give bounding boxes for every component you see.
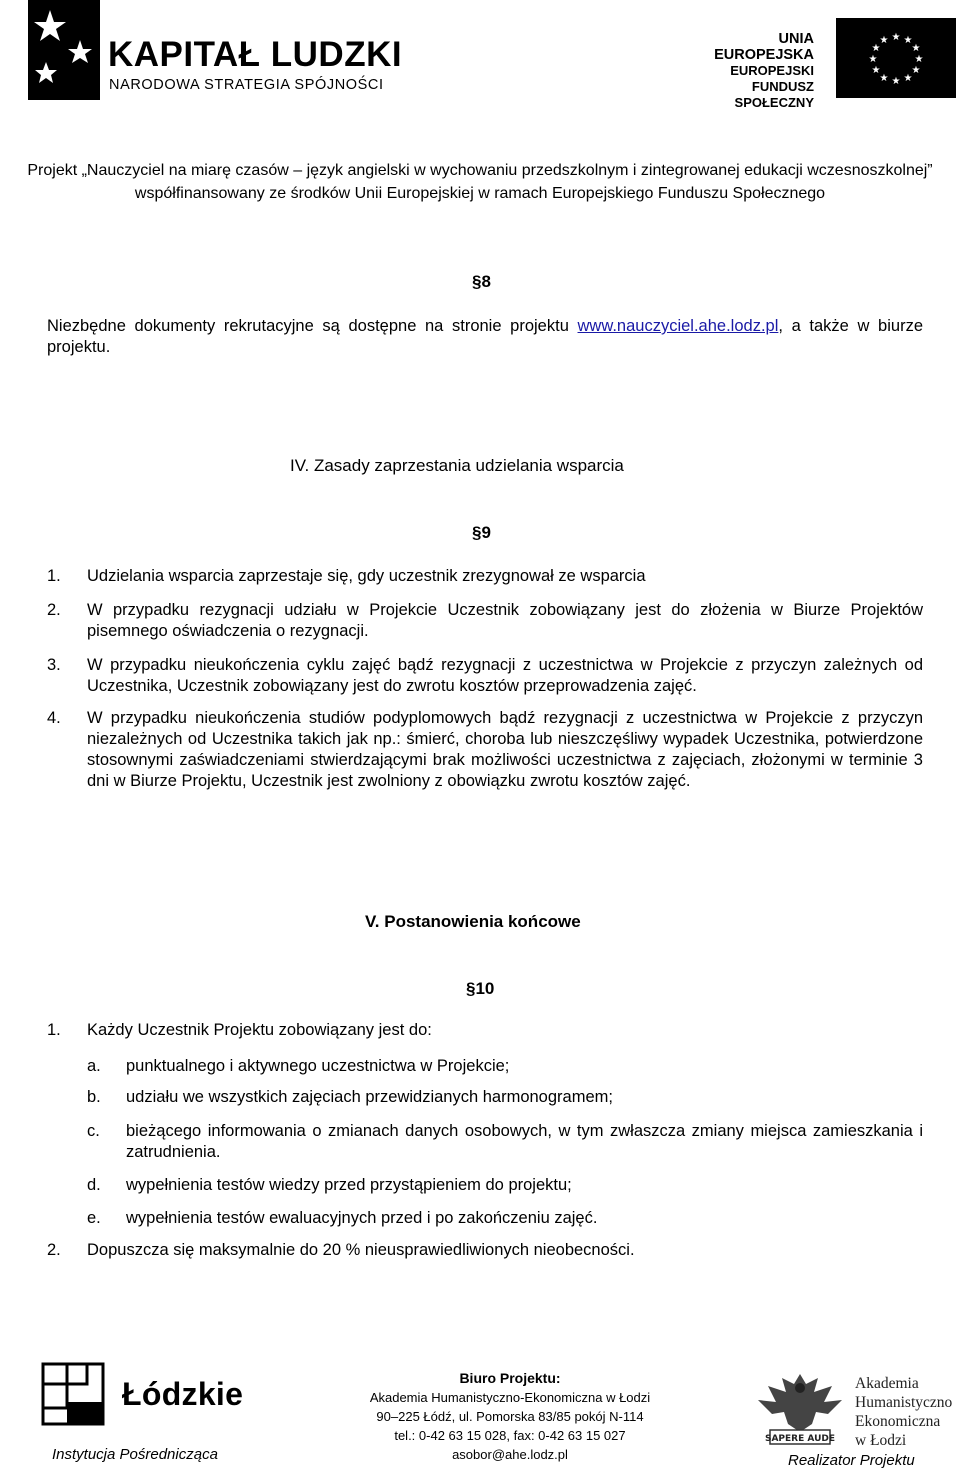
project-office-line-1: Akademia Humanistyczno-Ekonomiczna w Łodzi [369,1390,651,1405]
ahe-line-2: Humanistyczno [855,1394,953,1411]
sublist-label: d. [87,1176,101,1194]
project-office-title: Biuro Projektu: [459,1370,561,1386]
intermediary-institution-label: Instytucja Pośrednicząca [52,1446,218,1463]
svg-text:★: ★ [903,73,913,84]
eu-flag-icon [836,18,956,98]
eu-fund-label [700,31,814,111]
list-item-number: 2. [47,1241,61,1259]
section-4-heading: IV. Zasady zaprzestania udzielania wsparcia [290,456,624,475]
list-item-text: Udzielania wsparcia zaprzestaje się, gdy uczestnik zrezygnował ze wsparcia [87,567,646,585]
sublist-label: c. [87,1122,100,1140]
eu-line-3: FUNDUSZ SPOŁECZNY [734,79,814,110]
sublist-text: wypełnienia testów wiedzy przed przystąpieniem do projektu; [126,1176,572,1194]
project-office-info [340,1369,680,1464]
project-office-line-3: tel.: 0-42 63 15 028, fax: 0-42 63 15 027 [394,1428,626,1443]
kapital-ludzki-subtitle: NARODOWA STRATEGIA SPÓJNOŚCI [109,77,384,93]
project-website-link[interactable]: www.nauczyciel.ahe.lodz.pl [577,317,779,335]
section-5-heading: V. Postanowienia końcowe [365,912,581,931]
svg-text:★: ★ [871,43,881,54]
list-item-text: Dopuszcza się maksymalnie do 20 % nieusprawiedliwionych nieobecności. [87,1241,635,1259]
ahe-line-4: w Łodzi [855,1432,907,1449]
ahe-line-3: Ekonomiczna [855,1413,941,1430]
kapital-ludzki-emblem [28,0,100,100]
ahe-eagle-emblem-icon [752,1368,848,1454]
svg-text:★: ★ [868,54,878,65]
list-item-number: 1. [47,567,61,585]
svg-text:★: ★ [911,65,921,76]
list-item-text: Każdy Uczestnik Projektu zobowiązany jest do: [87,1021,432,1039]
sublist-label: e. [87,1209,101,1227]
svg-text:★: ★ [879,73,889,84]
lodzkie-logo-icon [41,1362,105,1426]
paragraph-8-text-after: , a także w biurze projektu. [47,317,923,356]
sublist-text: punktualnego i aktywnego uczestnictwa w Projekcie; [126,1057,510,1075]
ahe-line-1: Akademia [855,1375,919,1392]
svg-text:★: ★ [891,32,901,43]
project-office-email: asobor@ahe.lodz.pl [452,1447,568,1462]
sublist-label: b. [87,1088,101,1106]
list-item-number: 2. [47,601,61,619]
project-implementer-label: Realizator Projektu [788,1452,915,1469]
lodzkie-wordmark: Łódzkie [122,1376,244,1412]
svg-text:★: ★ [911,43,921,54]
sublist-text: bieżącego informowania o zmianach danych osobowych, w tym zwłaszcza zmiany miejsca zamieszkania i zatrudnienia. [126,1122,923,1161]
paragraph-symbol-10: §10 [466,979,495,998]
svg-text:★: ★ [891,76,901,87]
kapital-ludzki-title: KAPITAŁ LUDZKI [108,35,403,74]
svg-text:★: ★ [903,35,913,46]
paragraph-8-text-before: Niezbędne dokumenty rekrutacyjne są dostępne na stronie projektu [47,317,578,335]
paragraph-symbol-8: §8 [472,272,491,291]
paragraph-symbol-9: §9 [472,523,491,542]
paragraph-8-text [47,316,923,358]
list-item-number: 4. [47,709,61,727]
list-item-text: W przypadku rezygnacji udziału w Projekcie Uczestnik zobowiązany jest do złożenia w Biurze Projektów pisemnego oświadczenia o rezygnacji. [87,601,923,640]
svg-text:★: ★ [871,65,881,76]
list-item-text: W przypadku nieukończenia studiów podyplomowych bądź rezygnacji z uczestnictwa w Projekcie z przyczyn niezależnych od Uczestnika takich jak np.: śmierć, choroba lub nieszczęśliwy wypadek Uczestnika, potwierdzone stosownymi zaświadczeniami stwierdzającymi brak możliwości uczestnictwa z zajęciach, złożonymi w terminie 3 dni w Biurze Projektu, Uczestnik jest zwolniony z obowiązku zwrotu kosztów zajęć. [87,709,923,790]
project-office-line-2: 90–225 Łódź, ul. Pomorska 83/85 pokój N-114 [376,1409,644,1424]
svg-text:★: ★ [914,54,924,65]
sublist-text: udziału we wszystkich zajęciach przewidzianych harmonogramem; [126,1088,613,1106]
project-title-line-2: współfinansowany ze środków Unii Europejskiej w ramach Europejskiego Funduszu Społecznego [134,185,826,202]
eu-line-2: EUROPEJSKI [730,63,814,78]
ahe-motto: SAPERE AUDE [764,1434,836,1444]
project-title-line-1: Projekt „Nauczyciel na miarę czasów – język angielski w wychowaniu przedszkolnym i zintegrowanej edukacji wczesnoszkolnej” [27,162,933,179]
svg-text:★: ★ [879,35,889,46]
ahe-logo-text [855,1374,952,1450]
sublist-text: wypełnienia testów ewaluacyjnych przed i po zakończeniu zajęć. [126,1209,598,1227]
sublist-label: a. [87,1057,101,1075]
list-item-number: 3. [47,656,61,674]
list-item-text: W przypadku nieukończenia cyklu zajęć bądź rezygnacji z uczestnictwa w Projekcie z przyczyn zależnych od Uczestnika, Uczestnik zobowiązany jest do zwrotu kosztów przeprowadzenia zajęć. [87,656,923,695]
list-item-number: 1. [47,1021,61,1039]
eu-line-1: UNIA EUROPEJSKA [714,31,814,63]
